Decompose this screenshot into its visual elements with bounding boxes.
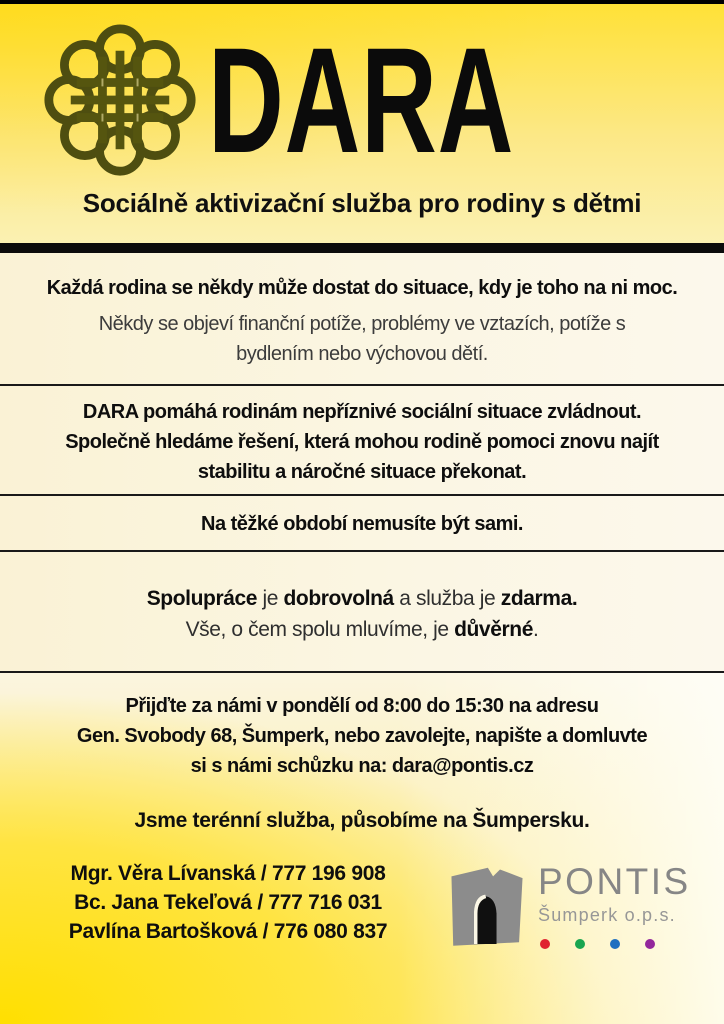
footer-bottom-row [0,859,724,949]
coop-word-spoluprace: Spolupráce [146,587,258,610]
brand-row [0,4,724,184]
coop-word-dobrovolna: dobrovolná [283,587,394,610]
mission-line-2: Společně hledáme řešení, která mohou rodině pomoci znovu najít [65,431,659,453]
coop-text: a služba je [393,587,501,610]
header [0,4,724,243]
not-alone-text: Na těžké období nemusíte být sami. [201,513,523,535]
intro-body-line-2: bydlením nebo výchovou dětí. [236,343,488,365]
field-service-text: Jsme terénní služba, působíme na Šumpersku. [134,809,590,832]
contact-line-3: Pavlína Bartošková / 776 080 837 [68,920,388,943]
cooperation-line-2 [0,614,724,645]
contact-line-2: Bc. Jana Tekeľová / 777 716 031 [74,891,382,914]
celtic-knot-icon [42,22,198,178]
pontis-dot-purple [645,939,655,949]
coop-text: . [532,618,539,641]
mission-line-1: DARA pomáhá rodinám nepříznivé sociální situace zvládnout. [82,401,642,423]
invite-block [0,691,724,781]
pontis-dot-red [540,939,550,949]
footer [0,673,724,1024]
section-mission [0,386,724,496]
contacts-block [8,859,448,946]
coop-word-duverne: důvěrné [454,618,533,641]
coop-word-zdarma: zdarma. [500,587,578,610]
pontis-dot-blue [610,939,620,949]
intro-body-line-1: Někdy se objeví finanční potíže, problémy ve vztazích, potíže s [98,313,626,335]
pontis-subname: Šumperk o.p.s. [538,904,676,925]
page-title: DARA [208,16,515,184]
mission-line-3: stabilitu a náročné situace překonat. [197,461,527,483]
contact-line-1: Mgr. Věra Lívanská / 777 196 908 [70,862,386,885]
pontis-logo [448,859,724,949]
arch-gate-icon [448,863,526,947]
section-cooperation [0,552,724,673]
cooperation-line-1 [0,583,724,614]
invite-line-3: si s námi schůzku na: dara@pontis.cz [190,755,534,777]
invite-line-1: Přijďte za námi v pondělí od 8:00 do 15:30 na adresu [125,695,599,717]
page-subtitle: Sociálně aktivizační služba pro rodiny s dětmi [82,188,642,218]
divider-thick [0,243,724,253]
invite-line-2: Gen. Svobody 68, Šumperk, nebo zavolejte, napište a domluvte [76,725,648,747]
coop-text: je [257,587,284,610]
pontis-dot-green [575,939,585,949]
coop-text: Vše, o čem spolu mluvíme, je [185,618,455,641]
pontis-text-block [538,863,691,949]
section-intro [0,253,724,386]
intro-heading: Každá rodina se někdy může dostat do situace, kdy je toho na ni moc. [46,277,678,299]
section-not-alone [0,496,724,552]
pontis-name: PONTIS [538,861,691,902]
pontis-dots [538,939,691,949]
